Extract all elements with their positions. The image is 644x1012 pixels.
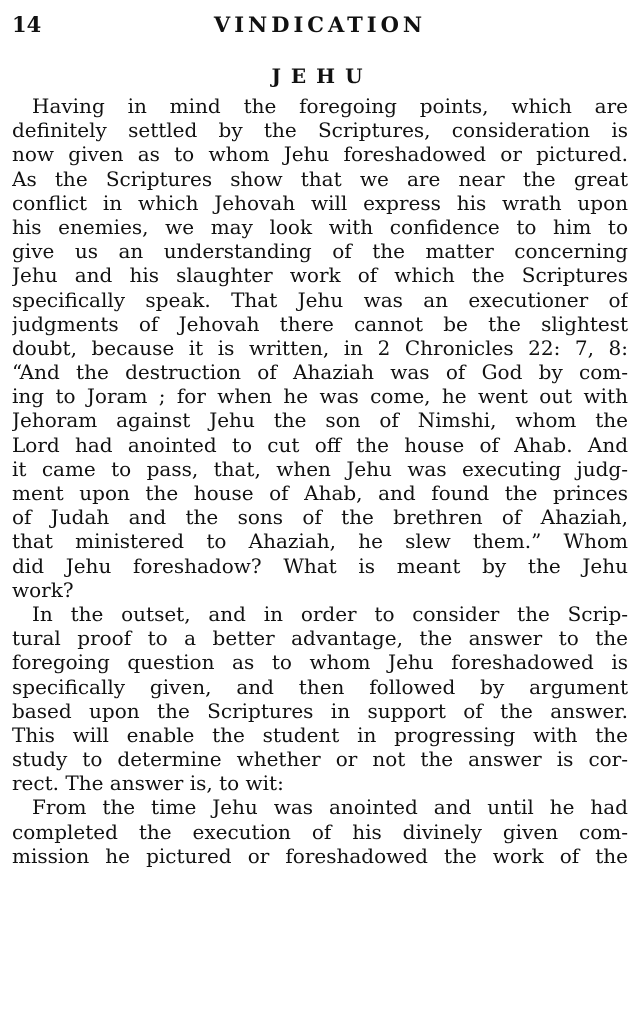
section-title: JEHU — [271, 64, 373, 88]
page-header — [12, 12, 628, 42]
text-line: mission he pictured or foreshadowed the work of the — [12, 843, 628, 868]
text-line: now given as to whom Jehu foreshadowed or pictured. — [12, 142, 628, 167]
running-head: VINDICATION — [213, 12, 427, 37]
text-line: This will enable the student in progressing with the — [12, 722, 628, 747]
text-line: specifically given, and then followed by argument — [12, 674, 628, 699]
body-text — [12, 94, 628, 868]
text-line: work? — [12, 577, 74, 602]
text-line: conflict in which Jehovah will express his wrath upon — [12, 190, 628, 215]
text-line: rect. The answer is, to wit: — [12, 771, 284, 796]
text-line: Jehoram against Jehu the son of Nimshi, whom the — [12, 408, 628, 433]
text-line: definitely settled by the Scriptures, consideration is — [12, 118, 628, 143]
text-line: ment upon the house of Ahab, and found the princes — [12, 481, 628, 505]
text-line: of Judah and the sons of the brethren of Ahaziah, — [12, 505, 628, 530]
text-line: study to determine whether or not the answer is cor- — [12, 747, 628, 772]
text-line: foregoing question as to whom Jehu foreshadowed is — [12, 650, 628, 675]
text-line: specifically speak. That Jehu was an executioner of — [12, 287, 628, 312]
text-line: completed the execution of his divinely given com- — [12, 819, 628, 844]
text-line: tural proof to a better advantage, the answer to the — [12, 626, 628, 651]
text-line: did Jehu foreshadow? What is meant by the Jehu — [12, 553, 628, 578]
text-line: “And the destruction of Ahaziah was of God by com- — [12, 360, 628, 385]
text-line: Lord had anointed to cut off the house of Ahab. And — [12, 432, 628, 457]
text-line: judgments of Jehovah there cannot be the slightest — [12, 311, 628, 336]
text-line: From the time Jehu was anointed and until he had — [32, 795, 628, 820]
text-line: Having in mind the foregoing points, which are — [32, 94, 628, 118]
text-line: As the Scriptures show that we are near the great — [12, 166, 628, 191]
page-number: 14 — [12, 12, 42, 37]
text-line: In the outset, and in order to consider the Scrip- — [32, 601, 628, 626]
text-line: that ministered to Ahaziah, he slew them.” Whom — [12, 529, 628, 554]
text-line: based upon the Scriptures in support of the answer. — [12, 698, 628, 723]
text-line: give us an understanding of the matter concerning — [12, 239, 628, 264]
text-line: his enemies, we may look with confidence to him to — [12, 214, 628, 239]
text-line: ing to Joram ; for when he was come, he went out with — [12, 384, 628, 409]
text-line: it came to pass, that, when Jehu was executing judg- — [12, 456, 628, 481]
text-line: Jehu and his slaughter work of which the Scriptures — [12, 263, 628, 288]
text-line: doubt, because it is written, in 2 Chronicles 22: 7, 8: — [12, 335, 628, 360]
